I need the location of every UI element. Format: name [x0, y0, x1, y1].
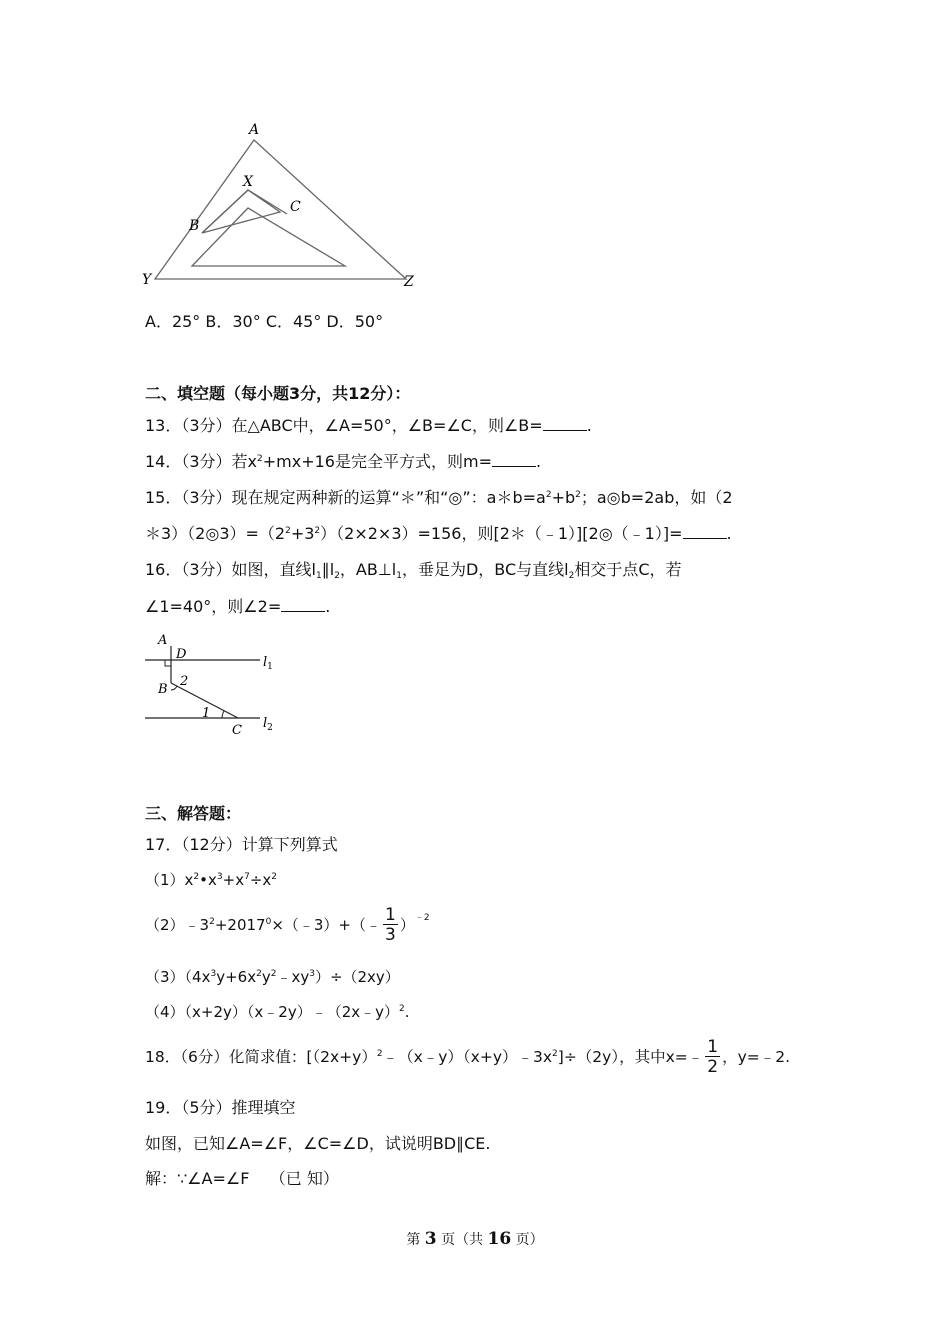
angle-1-arc [222, 711, 224, 718]
question-19-title: 19．（5分）推理填空 [145, 1098, 296, 1117]
label-z: Z [404, 274, 414, 290]
question-15-line-2: $*3)(2◎3)=(2^2+3^2)(2\times 2\times 3)=156$，则[2＊（﹣1）][2◎（﹣1）]= . [145, 524, 732, 543]
label-c2: C [232, 723, 242, 738]
fraction-one-half: $\frac{1}{2}$ [707, 1037, 719, 1077]
label-angle-2: 2 [180, 674, 189, 689]
label-c: C [290, 199, 301, 215]
question-13: 13．（3分）在△ABC中，∠A=50°，∠B=∠C，则∠B= . [145, 416, 592, 435]
label-a: A [249, 122, 260, 138]
question-17-part-4: （4）（x+2y）（x﹣2y）﹣（2x﹣y）$^2$. [145, 1003, 410, 1021]
triangle-bxc [192, 208, 345, 266]
right-angle-mark [165, 660, 171, 666]
label-b2: B [158, 682, 168, 697]
question-19-given: 如图，已知∠A=∠F，∠C=∠D，试说明BD∥CE. [145, 1134, 491, 1153]
q16-answer-blank[interactable] [281, 597, 325, 612]
question-17-part-3: $(3)(4x^3y+6x^2y^2﹣xy^3)\div(2xy)$ [145, 968, 400, 986]
question-15-line-1: 15．（3分）现在规定两种新的运算“＊”和“◎”：$a*b=a^2+b^2$；a◎b=2ab，如（2 [145, 488, 733, 507]
question-16-line-2: ∠1=40°，则∠2= . [145, 597, 331, 616]
q15-answer-blank[interactable] [683, 524, 727, 539]
page-footer: 第 3 页（共 16 页） [406, 1229, 544, 1249]
question-19-solution: 解：∵∠A=∠F （已 知） [145, 1169, 339, 1188]
total-page-count: 16 [487, 1229, 512, 1249]
angle-2-arc [171, 686, 177, 690]
section-3-heading: 三、解答题： [145, 804, 242, 823]
section-2-heading: 二、填空题（每小题3分，共12分）： [145, 384, 411, 403]
q13-answer-blank[interactable] [543, 416, 587, 431]
label-b: B [189, 218, 200, 234]
label-d: D [176, 647, 187, 662]
label-x: X [243, 174, 253, 190]
question-14: 14．（3分）若$x^2+mx+16$是完全平方式，则m= . [145, 452, 542, 471]
current-page-number: 3 [424, 1229, 437, 1249]
label-l2: $l_2$ [263, 716, 273, 733]
q14-answer-blank[interactable] [492, 452, 536, 467]
question-16-line-1: 16．（3分）如图，直线$l_1\parallel l_2$，$AB\perp l_1$，垂足为D，BC与直线$l_2$相交于点C，若 [145, 560, 682, 581]
question-17-part-2: $(2)﹣3^2+2017^0\times(﹣3)+(﹣$ $\frac{1}{3}$ ）$^{﹣2}$ [145, 905, 430, 945]
label-angle-1: 1 [202, 706, 211, 721]
question-18: 18．（6分）化简求值：$[(2x+y)^2﹣(x﹣y)(x+y)﹣3x^2]\div(2y)$，其中x=﹣ $\frac{1}{2}$ ，y=﹣2. [145, 1037, 791, 1077]
fraction-one-third: $\frac{1}{3}$ [385, 905, 396, 945]
label-a2: A [158, 633, 168, 648]
question-17-title: 17．（12分）计算下列算式 [145, 835, 338, 854]
triangle-figure [140, 118, 420, 293]
q12-options: A．25° B．30° C．45° D．50° [145, 312, 384, 331]
question-17-part-1: $(1)x^2•x^3+x^7\div x^2$ [145, 871, 277, 889]
label-l1: $l_1$ [263, 655, 273, 672]
parallel-lines-figure [140, 628, 290, 740]
q13-text: 13．（3分）在△ABC中，∠A=50°，∠B=∠C，则∠B= [145, 416, 543, 435]
label-y: Y [142, 272, 152, 288]
